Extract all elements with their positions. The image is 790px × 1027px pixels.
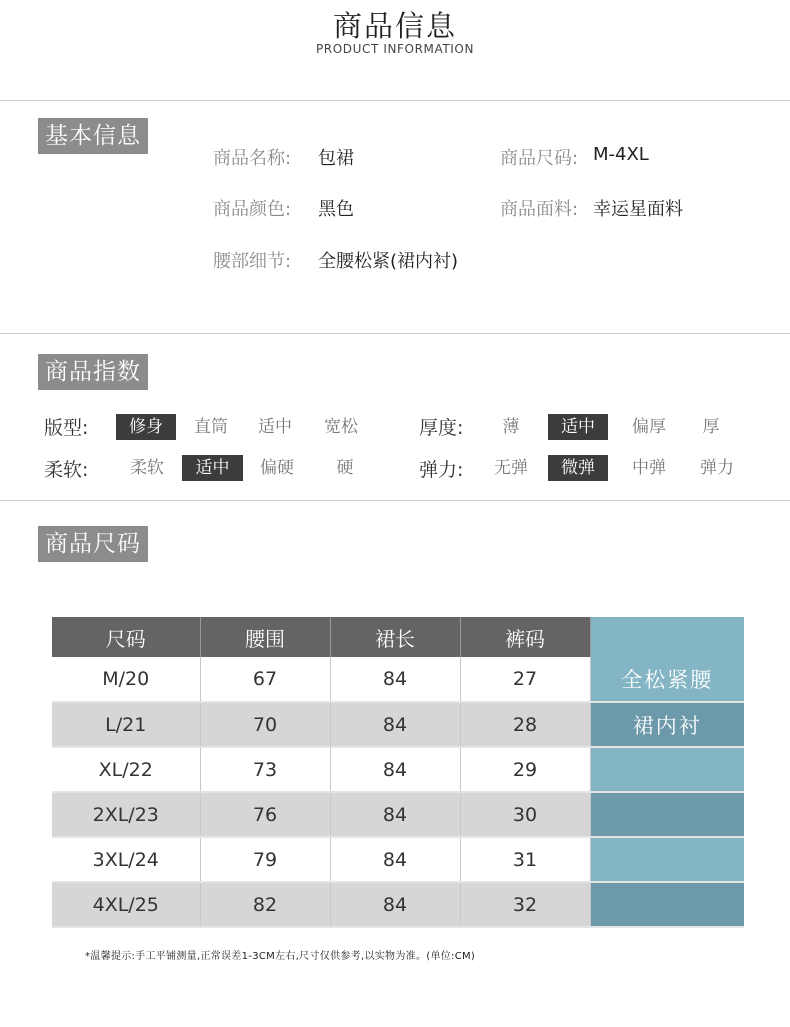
color-label: 商品颜色: [213,199,292,220]
cell-size: 4XL/25 [52,882,200,927]
size-chart-badge: 商品尺码 [38,526,148,562]
cell-waist: 82 [200,882,330,927]
cell-length: 84 [330,882,460,927]
index-badge: 商品指数 [38,354,148,390]
cell-pants-size: 28 [460,702,590,747]
side-cell [590,837,744,882]
thickness-option-medium: 适中 [548,414,608,440]
elasticity-label: 弹力: [419,459,464,481]
table-row [52,747,744,792]
page-subtitle: PRODUCT INFORMATION [315,42,475,56]
softness-option-stiff: 硬 [336,458,354,478]
header-waist: 腰围 [200,617,330,657]
fit-option-straight: 直筒 [194,417,228,437]
cell-pants-size: 30 [460,792,590,837]
side-note-line1: 全松紧腰 [590,657,744,702]
cell-waist: 73 [200,747,330,792]
basic-info-badge: 基本信息 [38,118,148,154]
table-row [52,657,744,702]
size-value: M-4XL [593,144,649,165]
softness-option-medium: 适中 [182,455,243,481]
cell-size: 2XL/23 [52,792,200,837]
cell-waist: 79 [200,837,330,882]
divider [0,100,790,101]
name-value: 包裙 [318,148,354,169]
cell-size: M/20 [52,657,200,702]
size-label: 商品尺码: [500,148,579,169]
fit-label: 版型: [44,417,89,439]
softness-option-stiffish: 偏硬 [260,458,294,478]
side-cell [590,882,744,927]
footnote: *温馨提示:手工平铺测量,正常误差1-3CM左右,尺寸仅供参考,以实物为准。(单位:CM) [85,951,476,962]
side-cell [590,747,744,792]
header-side [590,617,744,657]
cell-size: XL/22 [52,747,200,792]
cell-pants-size: 32 [460,882,590,927]
cell-size: 3XL/24 [52,837,200,882]
table-row [52,792,744,837]
fit-option-medium: 适中 [258,417,292,437]
table-row [52,702,744,747]
softness-option-soft: 柔软 [130,458,164,478]
fabric-value: 幸运星面料 [593,199,683,220]
cell-length: 84 [330,792,460,837]
page-title: 商品信息 [332,9,457,43]
waist-value: 全腰松紧(裙内衬) [318,251,459,272]
thickness-label: 厚度: [419,417,464,439]
fit-option-slim: 修身 [116,414,176,440]
divider [0,333,790,334]
elasticity-option-none: 无弹 [494,458,528,478]
cell-length: 84 [330,747,460,792]
name-label: 商品名称: [213,148,292,169]
header-length: 裙长 [330,617,460,657]
cell-waist: 76 [200,792,330,837]
elasticity-option-medium: 中弹 [632,458,666,478]
cell-length: 84 [330,837,460,882]
side-note-line2: 裙内衬 [590,702,744,747]
cell-size: L/21 [52,702,200,747]
cell-pants-size: 29 [460,747,590,792]
cell-waist: 70 [200,702,330,747]
softness-label: 柔软: [44,459,89,481]
elasticity-option-slight: 微弹 [548,455,608,481]
thickness-option-thickish: 偏厚 [632,417,666,437]
table-header-row [52,617,744,657]
cell-pants-size: 31 [460,837,590,882]
color-value: 黑色 [318,199,354,220]
table-row [52,837,744,882]
cell-pants-size: 27 [460,657,590,702]
header-size: 尺码 [52,617,200,657]
waist-label: 腰部细节: [213,251,292,272]
thickness-option-thick: 厚 [702,417,720,437]
side-cell [590,792,744,837]
cell-length: 84 [330,657,460,702]
divider [0,500,790,501]
elasticity-option-elastic: 弹力 [700,458,734,478]
fabric-label: 商品面料: [500,199,579,220]
thickness-option-thin: 薄 [502,417,520,437]
table-row [52,882,744,927]
header-pants-size: 裤码 [460,617,590,657]
size-table [52,617,744,928]
cell-waist: 67 [200,657,330,702]
fit-option-loose: 宽松 [324,417,358,437]
cell-length: 84 [330,702,460,747]
